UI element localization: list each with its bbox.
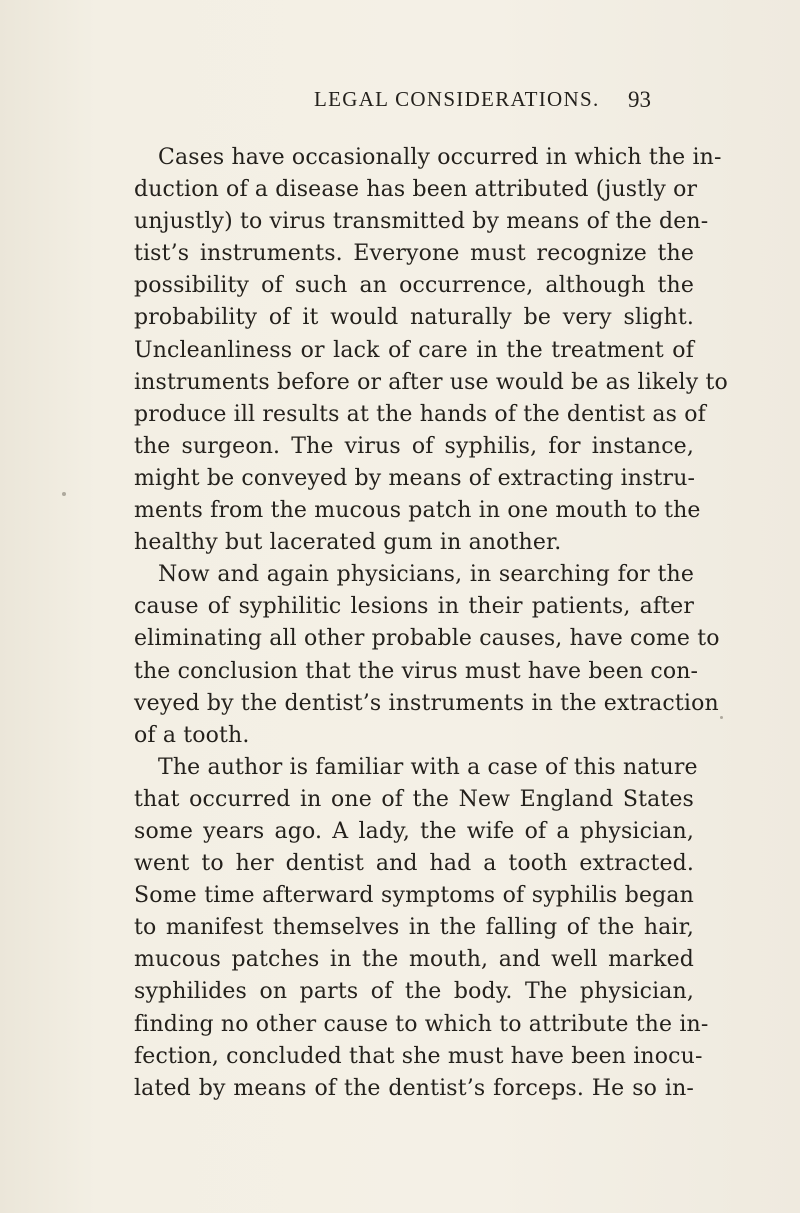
text-line: syphilides on parts of the body. The physician, [134,979,694,1005]
text-line: of a tooth. [134,722,250,748]
text-line: that occurred in one of the New England States [134,786,694,812]
text-line: healthy but lacerated gum in another. [134,530,562,556]
text-line: the conclusion that the virus must have been con- [134,658,699,684]
text-line: duction of a disease has been attributed (justly or [134,177,698,203]
page-number: 93 [628,87,651,112]
text-line: tist’s instruments. Everyone must recognize the [134,241,694,267]
paper-speck [720,716,723,719]
text-line: possibility of such an occurrence, although the [134,273,694,299]
running-head-title: LEGAL CONSIDERATIONS. [314,87,600,111]
text-line: mucous patches in the mouth, and well marked [134,947,694,973]
text-line: eliminating all other probable causes, have come to [134,626,720,652]
text-line: Some time afterward symptoms of syphilis began [134,883,694,909]
text-line: instruments before or after use would be as likely to [134,369,728,395]
running-head [0,87,800,117]
text-line: unjustly) to virus transmitted by means of the den- [134,209,709,235]
text-line: the surgeon. The virus of syphilis, for instance, [134,433,694,459]
text-line: finding no other cause to which to attribute the in- [134,1011,709,1037]
text-line: might be conveyed by means of extracting instru- [134,465,696,491]
text-line: veyed by the dentist’s instruments in the extraction [134,690,719,716]
text-line: fection, concluded that she must have been inocu- [134,1043,703,1069]
text-line: ments from the mucous patch in one mouth to the [134,498,701,524]
text-line: probability of it would naturally be very slight. [134,305,694,331]
text-line: cause of syphilitic lesions in their patients, after [134,594,694,620]
paper-speck [62,492,66,496]
text-line: Uncleanliness or lack of care in the treatment of [134,337,694,363]
text-line: went to her dentist and had a tooth extracted. [134,851,694,877]
text-line: lated by means of the dentist’s forceps. He so in- [134,1075,694,1101]
text-line: some years ago. A lady, the wife of a physician, [134,818,694,844]
text-line: Cases have occasionally occurred in which the in- [158,145,722,170]
text-line: produce ill results at the hands of the dentist as of [134,401,706,427]
text-line: The author is familiar with a case of this nature [158,754,698,780]
text-line: Now and again physicians, in searching for the [158,562,694,588]
body-text [134,142,728,1105]
text-line: to manifest themselves in the falling of the hair, [134,915,694,941]
